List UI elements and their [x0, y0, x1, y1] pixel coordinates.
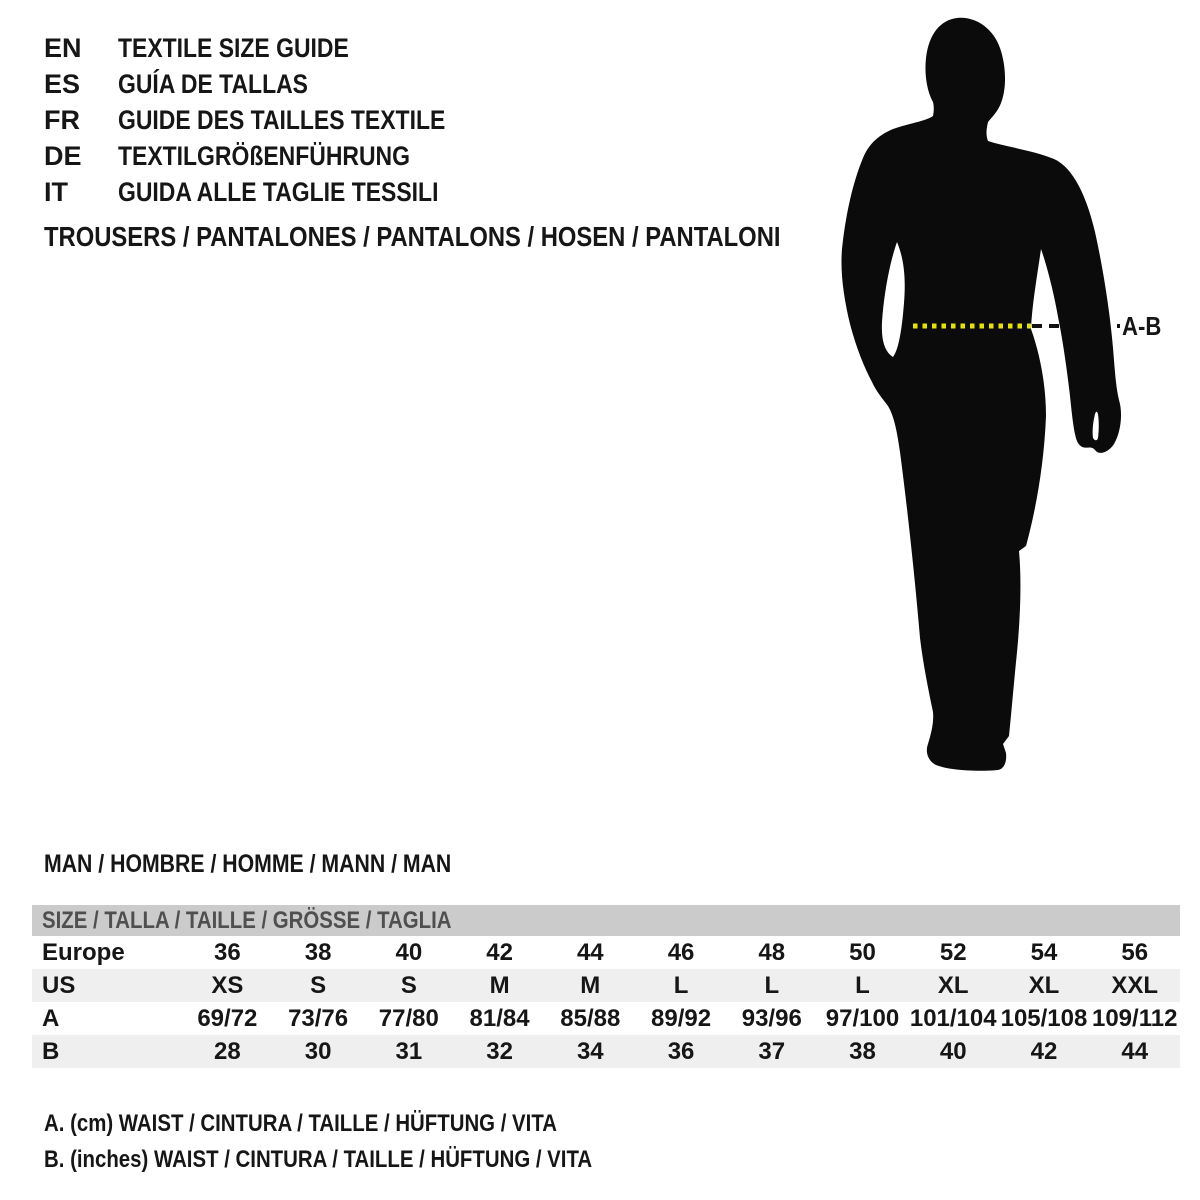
table-cell: 31: [395, 1038, 423, 1065]
table-cell: XL: [1028, 972, 1060, 999]
language-code: ES: [44, 69, 81, 99]
language-row: [44, 66, 503, 102]
language-guide-list: [44, 30, 503, 210]
language-guide-title: GUIDE DES TAILLES TEXTILE: [118, 105, 446, 135]
language-row: [44, 174, 503, 210]
man-silhouette: [841, 18, 1121, 771]
table-cell: 73/76: [288, 1005, 349, 1032]
table-cell: 97/100: [825, 1005, 900, 1032]
table-cell: 38: [849, 1038, 876, 1065]
language-row: [44, 138, 503, 174]
language-guide-title: TEXTILGRÖßENFÜHRUNG: [118, 141, 410, 171]
table-cell: 69/72: [197, 1005, 258, 1032]
table-cell: XS: [211, 972, 244, 999]
size-table-rows: [32, 936, 1180, 1068]
table-cell: 28: [214, 1038, 241, 1065]
footnotes: [44, 1106, 689, 1178]
table-cell: 40: [939, 1038, 967, 1065]
language-row: [44, 30, 503, 66]
table-row-label: US: [42, 972, 76, 999]
table-row: [32, 1002, 1180, 1035]
garment-heading-text: TROUSERS / PANTALONES / PANTALONS / HOSEN / PANTALONI: [44, 221, 781, 252]
language-code: EN: [44, 33, 82, 63]
table-cell: 101/104: [909, 1005, 997, 1032]
table-row: [32, 1035, 1180, 1068]
table-cell: 30: [304, 1038, 332, 1065]
table-cell: 85/88: [560, 1005, 621, 1032]
table-cell: 105/108: [1000, 1005, 1088, 1032]
table-cell: 42: [486, 939, 513, 966]
table-cell: 56: [1121, 939, 1149, 966]
language-row: [44, 102, 503, 138]
table-row-label: Europe: [42, 939, 125, 966]
language-guide-title: TEXTILE SIZE GUIDE: [118, 33, 349, 63]
table-cell: 37: [758, 1038, 786, 1065]
footnote-b-text: B. (inches) WAIST / CINTURA / TAILLE / HÜFTUNG / VITA: [44, 1146, 593, 1173]
garment-heading: [44, 221, 910, 253]
table-row: [32, 936, 1180, 969]
table-cell: 40: [395, 939, 423, 966]
section-heading: [44, 849, 523, 879]
table-cell: 44: [1121, 1038, 1149, 1065]
table-cell: L: [764, 972, 780, 999]
table-cell: 36: [667, 1038, 695, 1065]
footnote-a-text: A. (cm) WAIST / CINTURA / TAILLE / HÜFTUNG / VITA: [44, 1110, 558, 1137]
table-cell: 77/80: [378, 1005, 439, 1032]
table-cell: XL: [937, 972, 969, 999]
table-row-label: B: [42, 1038, 60, 1065]
table-cell: 93/96: [741, 1005, 802, 1032]
table-cell: XXL: [1111, 972, 1159, 999]
table-cell: L: [855, 972, 870, 999]
size-table-header: [32, 905, 1180, 936]
language-code: DE: [44, 141, 82, 171]
table-cell: 89/92: [651, 1005, 712, 1032]
table-cell: L: [673, 972, 689, 999]
table-cell: 52: [939, 939, 967, 966]
table-cell: 34: [576, 1038, 604, 1065]
table-cell: 42: [1030, 1038, 1058, 1065]
figure-graphic: [820, 0, 1200, 800]
table-cell: 36: [214, 939, 241, 966]
footnote-a: [44, 1106, 689, 1142]
table-cell: M: [489, 972, 510, 999]
language-code: FR: [44, 105, 80, 135]
measure-label: [1122, 311, 1168, 341]
table-cell: S: [310, 972, 327, 999]
table-cell: 81/84: [469, 1005, 530, 1032]
table-cell: 54: [1030, 939, 1058, 966]
table-row: [32, 969, 1180, 1002]
table-cell: 48: [758, 939, 786, 966]
footnote-b: [44, 1142, 689, 1178]
table-cell: S: [400, 972, 417, 999]
table-cell: 50: [849, 939, 876, 966]
table-cell: M: [580, 972, 601, 999]
measure-label-text: A-B: [1122, 311, 1162, 341]
language-code: IT: [44, 177, 68, 207]
table-cell: 109/112: [1091, 1005, 1178, 1032]
size-table: [32, 905, 1180, 1068]
table-cell: 44: [576, 939, 604, 966]
table-cell: 38: [304, 939, 332, 966]
size-table-header-text: SIZE / TALLA / TAILLE / GRÖSSE / TAGLIA: [42, 907, 452, 934]
section-heading-text: MAN / HOMBRE / HOMME / MANN / MAN: [44, 850, 452, 878]
table-row-label: A: [42, 1005, 60, 1032]
table-cell: 32: [486, 1038, 513, 1065]
language-guide-title: GUIDA ALLE TAGLIE TESSILI: [118, 177, 439, 207]
language-guide-title: GUÍA DE TALLAS: [118, 69, 308, 99]
table-cell: 46: [667, 939, 695, 966]
